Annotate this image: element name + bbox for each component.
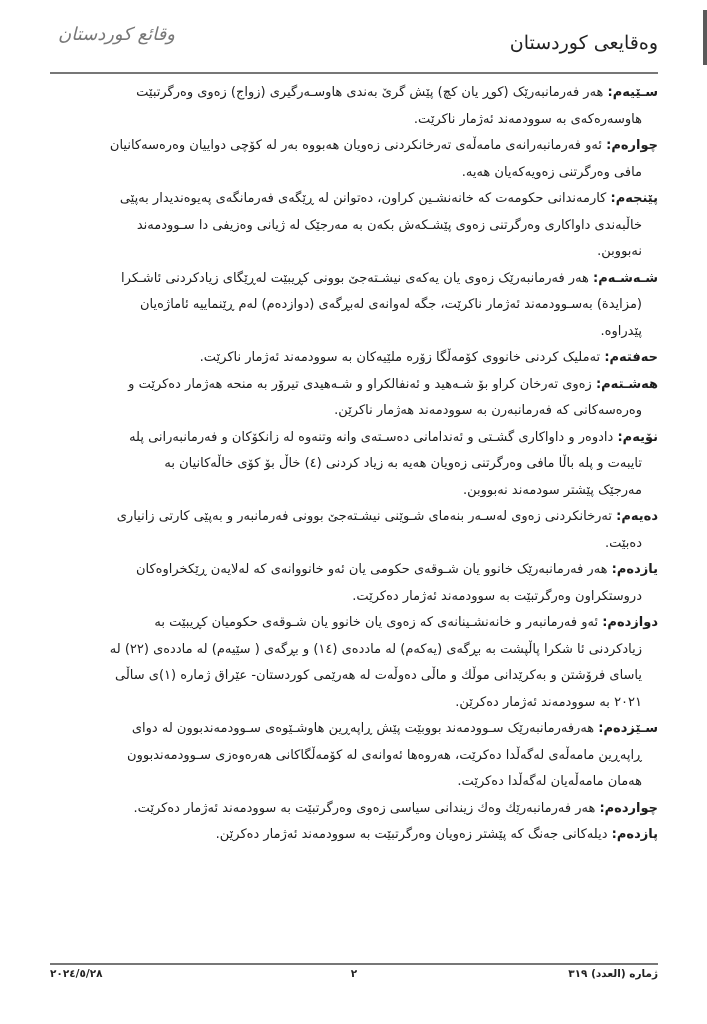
paragraph-line — [50, 80, 658, 107]
article-paragraph — [50, 610, 658, 716]
paragraph-line — [50, 425, 658, 452]
paragraph-line — [50, 557, 658, 584]
article-label: شـەشـەم: — [593, 270, 658, 286]
article-label: دەیەم: — [616, 509, 658, 524]
article-label: چواردەم: — [599, 800, 658, 816]
line-text: ڕاپەڕین مامەڵەی لەگەڵدا دەکرێت، هەروەها ئەوانەی لە کۆمەڵگاکانی هەرەوەزی سـوودمەندبوون — [127, 747, 642, 763]
line-text: زیادکردنی ئا شکرا پاڵپشت بە بڕگەی (یەکەم) لە ماددەی (١٤) و بڕگەی ( سێیەم) لە ماددەی (٢٢) لە — [109, 641, 642, 657]
article-paragraph — [50, 372, 658, 425]
paragraph-line — [50, 398, 658, 425]
article-paragraph — [50, 186, 658, 266]
paragraph-line — [50, 769, 658, 796]
article-label: سـێزدەم: — [598, 721, 658, 736]
paragraph-line — [50, 319, 658, 346]
article-label: پازدەم: — [611, 827, 658, 842]
line-text: دەبێت. — [604, 535, 642, 551]
line-text: هەرفەرمانبەرێک سـوودمەند بووبێت پێش ڕاپەڕین هاوشـێوەی سـوودمەندبوون لە دوای — [131, 721, 595, 736]
article-paragraph — [50, 504, 658, 557]
line-text: ئەو فەرمانبەر و خانەنشـینانەی کە زەوی یان خانوو یان شـوقەی حکومیان کڕیبێت بە — [154, 615, 599, 630]
page-header — [50, 18, 658, 66]
article-paragraph — [50, 716, 658, 796]
line-text: هەر فەرمانبەرێک زەوی یان یەکەی نیشـتەجێ بوونی کڕیبێت لەڕێگای زیادکردنی ئاشـکرا — [121, 270, 589, 286]
line-text: تەملیک کردنی خانووی کۆمەڵگا زۆرە ملێیەکان بە سوودمەند ئەژمار ناکرێت. — [199, 350, 601, 365]
paragraph-line — [50, 292, 658, 319]
paragraph-line — [50, 451, 658, 478]
article-label: چوارەم: — [606, 138, 658, 153]
article-paragraph — [50, 266, 658, 346]
footer-divider — [50, 963, 658, 965]
paragraph-line — [50, 345, 658, 372]
paragraph-line — [50, 663, 658, 690]
document-body — [50, 80, 658, 849]
publication-date: ٢٠٢٤/٥/٢٨ — [50, 968, 103, 980]
line-text: هاوسەرەکەی بە سوودمەند ئەژمار ناکرێت. — [413, 111, 642, 127]
line-text: هەمان مامەڵەیان لەگەڵدا دەکرێت. — [457, 774, 642, 789]
article-label: نۆیەم: — [617, 429, 658, 445]
line-text: هەر فەرمانبەرێك وەك زیندانی سیاسی زەوی وەرگرتبێت بە سوودمەند ئەژمار دەکرێت. — [133, 800, 596, 816]
article-paragraph — [50, 133, 658, 186]
line-text: تایبەت و پلە باڵا مافی وەرگرتنی زەویان هەیە بە زیاد کردنی (٤) خاڵ بۆ کۆی خاڵەکانیان بە — [164, 456, 642, 471]
paragraph-line — [50, 743, 658, 770]
paragraph-line — [50, 584, 658, 611]
paragraph-line — [50, 610, 658, 637]
line-text: (مزايدة) بەسـوودمەند ئەژمار ناکرێت، جگە لەوانەی لەبڕگەی (دوازدەم) لەم ڕێنماییە ئاماژەیان — [140, 297, 642, 312]
line-text: هەر فەرمانبەرێک (کوڕ یان کچ) پێش گرێ بەندی هاوسـەرگیری (زواج) زەوی وەرگرتبێت — [136, 85, 604, 100]
paragraph-line — [50, 637, 658, 664]
paragraph-line — [50, 716, 658, 743]
page-number: ٢ — [350, 968, 358, 980]
header-divider — [50, 72, 658, 74]
line-text: مافی وەرگرتنی زەویەکەیان هەیە. — [461, 164, 642, 180]
article-label: حەفتەم: — [604, 350, 658, 365]
paragraph-line — [50, 186, 658, 213]
paragraph-line — [50, 213, 658, 240]
article-label: هەشـتەم: — [595, 376, 658, 392]
paragraph-line — [50, 531, 658, 558]
paragraph-line — [50, 504, 658, 531]
paragraph-line — [50, 822, 658, 849]
article-paragraph — [50, 345, 658, 372]
paragraph-line — [50, 266, 658, 293]
line-text: زەوی تەرخان کراو بۆ شـەهید و ئەنفالکراو و شـەهیدی تیرۆر بە منحە هەژمار دەکرێت و — [128, 376, 592, 392]
paragraph-line — [50, 796, 658, 823]
line-text: تەرخانکردنی زەوی لەسـەر بنەمای شـوێنی نیشـتەجێ بوونی فەرمانبەر و بەپێی کارتی زانیاری — [116, 509, 613, 524]
masthead-title: وەقایعی کوردستان — [509, 32, 658, 54]
line-text: یاسای فرۆشتن و بەکرێدانی موڵك و ماڵی دەوڵەت لە هەرێمی کوردستان- عێراق ژمارە (١)ی ساڵی — [115, 668, 642, 683]
paragraph-line — [50, 690, 658, 717]
line-text: خاڵبەندی داواکاری وەرگرتنی زەوی پێشـکەش بکەن بە مەرجێک لە ژیانی وەزیفی دا سـوودمەند — [136, 217, 642, 233]
line-text: مەرجێک پێشتر سودمەند نەبووبن. — [462, 482, 642, 498]
paragraph-line — [50, 239, 658, 266]
article-paragraph — [50, 80, 658, 133]
line-text: ٢٠٢١ بە سوودمەند ئەژمار دەکرێن. — [455, 694, 642, 710]
line-text: وەرەسەکانی کە فەرمانبەرن بە سوودمەند هەژمار ناکرێن. — [334, 403, 642, 418]
article-paragraph — [50, 557, 658, 610]
paragraph-line — [50, 160, 658, 187]
line-text: هەر فەرمانبەرێک خانوو یان شـوقەی حکومی یان ئەو خانووانەی کە لەلایەن ڕێکخراوەکان — [135, 562, 608, 577]
article-paragraph — [50, 796, 658, 823]
line-text: دیلەکانی جەنگ کە پێشتر زەویان وەرگرتبێت بە سوودمەند ئەژمار دەکرێن. — [215, 827, 608, 842]
line-text: کارمەندانی حکومەت کە خانەنشـین کراون، دەتوانن لە ڕێگەی فەرمانگەی پەیوەندیدار بەپێی — [119, 191, 607, 206]
issue-number: ژمارە (العدد) ٣١٩ — [568, 968, 658, 980]
line-text: ئەو فەرمانبەرانەی مامەڵەی تەرخانکردنی زەویان هەبووە بەر لە کۆچی دواییان وەرەسەکانیان — [109, 138, 602, 153]
article-label: سـێیەم: — [607, 85, 658, 100]
paragraph-line — [50, 133, 658, 160]
article-label: یازدەم: — [611, 562, 658, 577]
line-text: پێدراوە. — [600, 323, 642, 339]
page-footer — [50, 968, 658, 990]
article-label: پێنجەم: — [610, 191, 658, 206]
masthead-calligraphy-logo: وقائع كوردستان — [58, 24, 175, 45]
paragraph-line — [50, 372, 658, 399]
article-label: دوازدەم: — [602, 615, 658, 630]
line-text: دروستکراون وەرگرتبێت بە سوودمەند ئەژمار دەکرێت. — [352, 588, 642, 604]
line-text: دادوەر و داواکاری گشـتی و ئەندامانی دەسـتەی وانە وتنەوە لە زانکۆکان و فەرمانبەرانی پلە — [129, 429, 614, 445]
paragraph-line — [50, 478, 658, 505]
line-text: نەبووبن. — [597, 244, 642, 259]
article-paragraph — [50, 425, 658, 505]
page-edge-bar — [703, 10, 707, 65]
paragraph-line — [50, 107, 658, 134]
article-paragraph — [50, 822, 658, 849]
